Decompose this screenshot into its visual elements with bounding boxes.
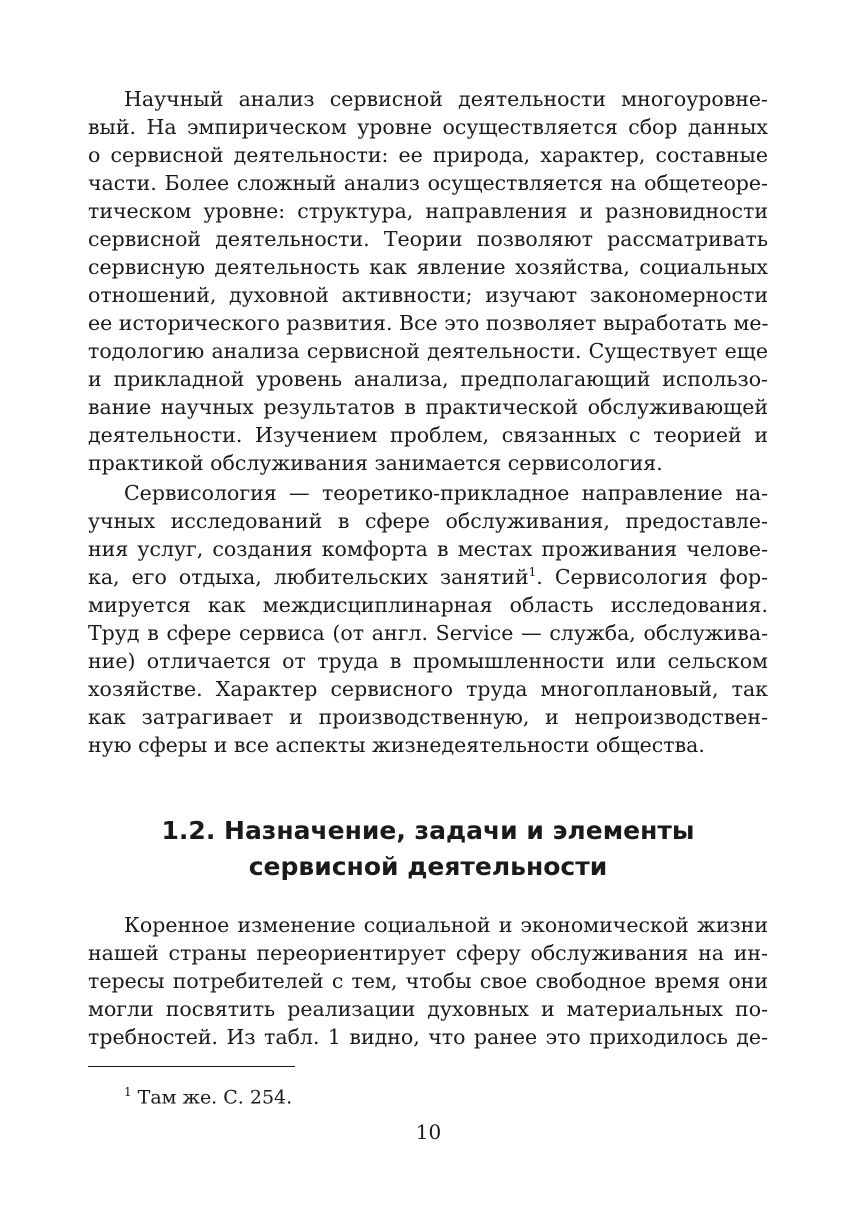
text-line: нашей страны переориентирует сферу обслуживания на ин- — [88, 941, 768, 965]
text-line: вый. На эмпирическом уровне осуществляется сбор данных — [88, 115, 768, 139]
text-line: хозяйстве. Характер сервисного труда многоплановый, так — [88, 677, 768, 701]
page-number: 10 — [415, 1120, 442, 1144]
text-line: вание научных результатов в практической обслуживающей — [88, 395, 768, 419]
text-line: ее исторического развития. Все это позволяет выработать ме- — [88, 311, 769, 335]
text-line: Научный анализ сервисной деятельности многоуровне- — [124, 87, 768, 111]
text-line: Коренное изменение социальной и экономической жизни — [124, 913, 768, 937]
text-line: о сервисной деятельности: ее природа, характер, составные — [88, 143, 768, 167]
text-line: ния услуг, создания комфорта в местах проживания челове- — [88, 537, 768, 561]
text-line-with-footnote-ref — [88, 563, 768, 591]
text-line: деятельности. Изучением проблем, связанных с теорией и — [88, 423, 768, 447]
text-line: тическом уровне: структура, направления и разновидности — [88, 199, 768, 223]
text-line: и прикладной уровень анализа, предполагающий использо- — [88, 367, 768, 391]
text-line: отношений, духовной активности; изучают закономерности — [88, 283, 768, 307]
text-line: мируется как междисциплинарная область исследования. — [88, 593, 768, 617]
footnote — [124, 1079, 292, 1110]
text-line: Труд в сфере сервиса (от англ. Service — служба, обслужива- — [88, 621, 768, 645]
text-line: сервисной деятельности. Теории позволяют рассматривать — [88, 227, 768, 251]
text-line: требностей. Из табл. 1 видно, что ранее это приходилось де- — [88, 1025, 768, 1049]
text-line: сервисную деятельность как явление хозяйства, социальных — [88, 255, 768, 279]
text-line: тересы потребителей с тем, чтобы свое свободное время они — [88, 969, 768, 993]
text-line: как затрагивает и производственную, и непроизводствен- — [88, 705, 768, 729]
text-line: учных исследований в сфере обслуживания, предоставле- — [88, 509, 768, 533]
text-line: Сервисология — теоретико-прикладное направление на- — [124, 481, 768, 505]
footnote-divider — [88, 1066, 295, 1067]
footnote-reference: 1 — [528, 565, 537, 580]
footnote-number: 1 — [124, 1085, 132, 1099]
footnote-text: Там же. С. 254. — [137, 1086, 293, 1109]
text-line: могли посвятить реализации духовных и материальных по- — [88, 997, 768, 1021]
text-fragment: ка, его отдыха, любительских занятий — [88, 565, 529, 589]
text-line: ние) отличается от труда в промышленности или сельском — [88, 649, 768, 673]
text-line: ную сферы и все аспекты жизнедеятельности общества. — [88, 733, 705, 757]
text-line: части. Более сложный анализ осуществляется на общетеоре- — [88, 171, 768, 195]
text-line: практикой обслуживания занимается сервисология. — [88, 451, 663, 475]
heading-line: 1.2. Назначение, задачи и элементы — [161, 816, 695, 845]
text-line: тодологию анализа сервисной деятельности. Существует еще — [88, 339, 768, 363]
heading-line: сервисной деятельности — [248, 852, 608, 881]
text-fragment: . Сервисология фор- — [536, 565, 768, 589]
